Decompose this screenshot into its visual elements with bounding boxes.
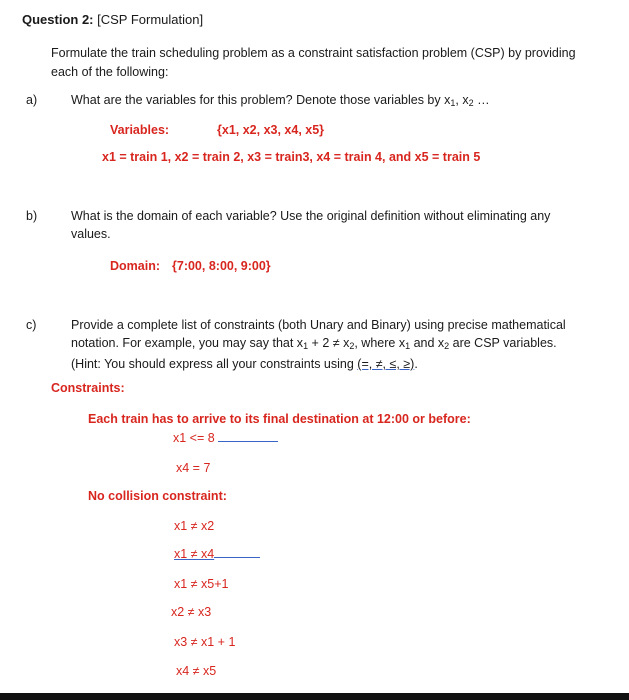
part-a-question xyxy=(0,91,629,111)
line2-s3: 1 xyxy=(405,341,411,351)
variables-value: {x1, x2, x3, x4, x5} xyxy=(217,123,325,137)
line2-s2: 2 xyxy=(349,341,355,351)
part-c-line2 xyxy=(71,334,611,355)
part-c-letter: c) xyxy=(26,318,37,332)
domain-value: {7:00, 8:00, 9:00} xyxy=(172,259,271,273)
part-a-sep: , x xyxy=(455,93,469,107)
line3-operators: (=, ≠, ≤, ≥) xyxy=(357,357,415,371)
intro-text: Formulate the train scheduling problem as a constraint satisfaction problem (CSP) by providing each of the following: xyxy=(51,46,576,79)
unary-constraint xyxy=(173,431,278,445)
blank-line xyxy=(218,431,278,442)
variables-label: Variables: xyxy=(110,123,170,137)
line2-c: , where x xyxy=(354,336,406,350)
line2-a: notation. For example, you may say that x xyxy=(71,336,304,350)
unary-constraint-text: x1 <= 8 xyxy=(173,431,215,445)
part-c-line3 xyxy=(71,355,611,373)
part-c-text xyxy=(71,316,611,373)
collision-heading: No collision constraint: xyxy=(88,489,227,503)
binary-constraint: x1 ≠ x2 xyxy=(174,519,215,533)
variables-mapping: x1 = train 1, x2 = train 2, x3 = train3, x4 = train 4, and x5 = train 5 xyxy=(102,150,481,164)
bottom-edge-bar xyxy=(0,693,629,700)
part-a-sub2: 2 xyxy=(468,98,474,108)
question-topic: [CSP Formulation] xyxy=(93,12,204,27)
unary-constraint: x4 = 7 xyxy=(176,461,211,475)
question-title xyxy=(22,12,203,27)
part-b-letter: b) xyxy=(26,209,38,223)
line2-s1: 1 xyxy=(303,341,309,351)
line3-b: . xyxy=(414,357,418,371)
blank-line xyxy=(214,547,260,558)
part-a-text xyxy=(71,91,611,112)
binary-constraint: x3 ≠ x1 + 1 xyxy=(174,635,236,649)
part-a-sub1: 1 xyxy=(450,98,456,108)
binary-constraint: x4 ≠ x5 xyxy=(176,664,217,678)
domain-label: Domain: xyxy=(110,259,160,273)
binary-constraint xyxy=(174,547,260,561)
part-a-question-text: What are the variables for this problem? Denote those variables by x xyxy=(71,93,451,107)
binary-constraint: x1 ≠ x5+1 xyxy=(174,577,229,591)
part-c-question xyxy=(0,316,629,372)
question-number: Question 2: xyxy=(22,12,94,27)
arrive-heading: Each train has to arrive to its final destination at 12:00 or before: xyxy=(88,412,471,426)
constraints-heading: Constraints: xyxy=(51,381,125,395)
line3-a: (Hint: You should express all your constraints using xyxy=(71,357,358,371)
part-a-tail: … xyxy=(473,93,490,107)
part-b-question xyxy=(0,207,629,247)
binary-constraint-text: x1 ≠ x4 xyxy=(174,547,215,561)
line2-e: are CSP variables. xyxy=(449,336,557,350)
line2-d: and x xyxy=(410,336,445,350)
binary-constraint: x2 ≠ x3 xyxy=(171,605,212,619)
line2-b: + 2 ≠ x xyxy=(308,336,350,350)
part-c-line1: Provide a complete list of constraints (both Unary and Binary) using precise mathematical xyxy=(71,318,566,332)
line2-s4: 2 xyxy=(444,341,450,351)
part-a-letter: a) xyxy=(26,93,38,107)
part-b-text: What is the domain of each variable? Use the original definition without eliminating any values. xyxy=(71,209,551,241)
